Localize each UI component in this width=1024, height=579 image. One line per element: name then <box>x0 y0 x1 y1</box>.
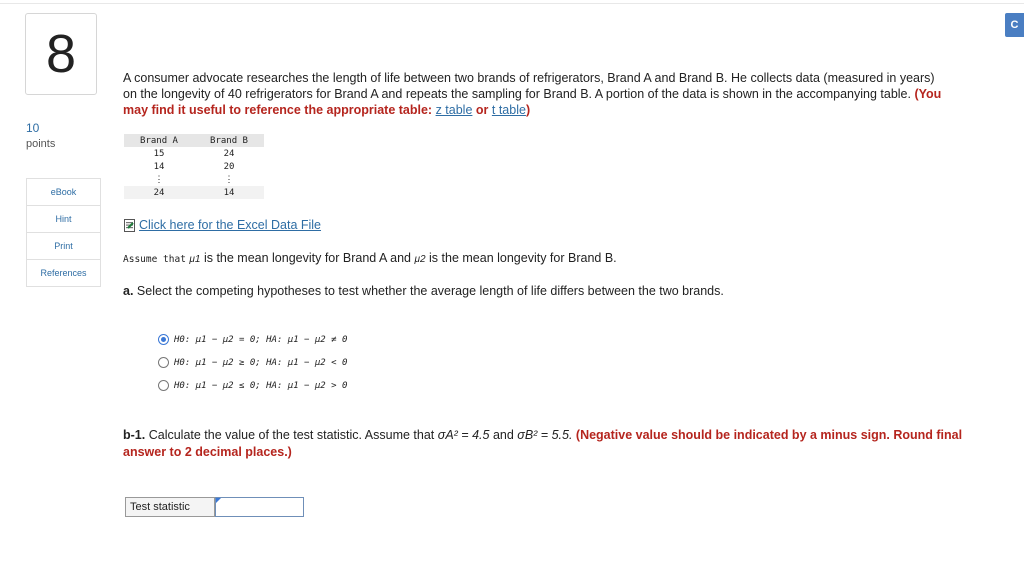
table-row <box>124 160 264 173</box>
option-ha: HA: μ1 − μ2 > 0 <box>266 380 348 391</box>
z-table-link[interactable]: z table <box>435 103 473 117</box>
table-row <box>124 186 264 199</box>
cell-brand-b: 24 <box>223 148 235 159</box>
cell-brand-a: ⋮ <box>154 174 164 185</box>
part-a-label: a. <box>123 284 134 298</box>
top-divider <box>0 3 1024 4</box>
question-number: 8 <box>25 13 97 95</box>
hypothesis-options <box>158 328 347 397</box>
option-h0: H0: μ1 − μ2 = 0; <box>174 334 261 345</box>
part-b1-question <box>123 427 983 461</box>
input-flag-icon <box>216 498 221 503</box>
print-button[interactable]: Print <box>27 233 100 260</box>
part-b1-text: Calculate the value of the test statistic. Assume that <box>148 428 435 442</box>
cell-brand-b: ⋮ <box>224 174 234 185</box>
side-menu <box>26 178 101 287</box>
hint-or: or <box>475 103 489 117</box>
cell-brand-a: 15 <box>153 148 165 159</box>
table-header-row <box>124 134 264 147</box>
radio-button-selected[interactable] <box>158 334 169 345</box>
header-brand-b: Brand B <box>194 134 264 147</box>
question-prompt <box>123 70 943 118</box>
t-table-link[interactable]: t table <box>491 103 526 117</box>
part-b1-and: and <box>492 428 514 442</box>
cell-brand-b: 14 <box>194 186 264 199</box>
cell-brand-b: 20 <box>223 161 235 172</box>
hint-prefix: (You may find it useful to reference the appropriate table: <box>123 87 942 117</box>
option-ha: HA: μ1 − μ2 ≠ 0 <box>266 334 348 345</box>
test-statistic-label: Test statistic <box>125 497 215 517</box>
assumption-text <box>123 251 617 265</box>
references-button[interactable]: References <box>40 268 87 278</box>
part-a-question <box>123 284 724 298</box>
assume-mid: is the mean longevity for Brand A and <box>203 251 412 265</box>
sigma-a-value: σA² = 4.5 <box>437 428 490 442</box>
hypothesis-option-2[interactable] <box>158 351 347 374</box>
hypothesis-option-3[interactable] <box>158 374 347 397</box>
assume-prefix: Assume that <box>123 254 186 265</box>
radio-button[interactable] <box>158 380 169 391</box>
points-label: points <box>26 138 56 150</box>
sigma-b-value: σB² = 5.5. <box>517 428 573 442</box>
data-table <box>124 134 264 199</box>
test-statistic-input[interactable] <box>215 497 304 517</box>
cell-brand-a: 24 <box>124 186 194 199</box>
part-b1-instructions: (Negative value should be indicated by a minus sign. Round final answer to 2 decimal places.) <box>123 428 963 459</box>
corner-button[interactable]: C <box>1005 13 1024 37</box>
hint-button[interactable]: Hint <box>27 206 100 233</box>
excel-data-link[interactable] <box>124 218 321 232</box>
radio-button[interactable] <box>158 357 169 368</box>
assume-suffix: is the mean longevity for Brand B. <box>429 251 617 265</box>
hint-suffix: ) <box>525 103 531 117</box>
ebook-button[interactable]: eBook <box>27 179 100 206</box>
excel-file-icon <box>124 219 136 232</box>
points-value: 10 <box>26 121 40 135</box>
part-a-text: Select the competing hypotheses to test whether the average length of life differs between the two brands. <box>136 284 724 298</box>
cell-brand-a: 14 <box>153 161 165 172</box>
table-row <box>124 173 264 186</box>
option-h0: H0: μ1 − μ2 ≥ 0; <box>174 357 261 368</box>
mu2-symbol: μ2 <box>414 254 426 265</box>
prompt-text: A consumer advocate researches the length of life between two brands of refrigerators, Brand A and Brand B. He collects data (measured in years) on the longevity of 40 refrigerators for Brand A and repeats the sampling for Brand B. A portion of the data is shown in the accompanying table. <box>123 71 935 101</box>
excel-link-text[interactable]: Click here for the Excel Data File <box>139 218 322 232</box>
table-row <box>124 147 264 160</box>
option-h0: H0: μ1 − μ2 ≤ 0; <box>174 380 261 391</box>
mu1-symbol: μ1 <box>189 254 201 265</box>
header-brand-a: Brand A <box>124 134 194 147</box>
hypothesis-option-1[interactable] <box>158 328 347 351</box>
option-ha: HA: μ1 − μ2 < 0 <box>266 357 348 368</box>
part-b1-label: b-1. <box>123 428 146 442</box>
